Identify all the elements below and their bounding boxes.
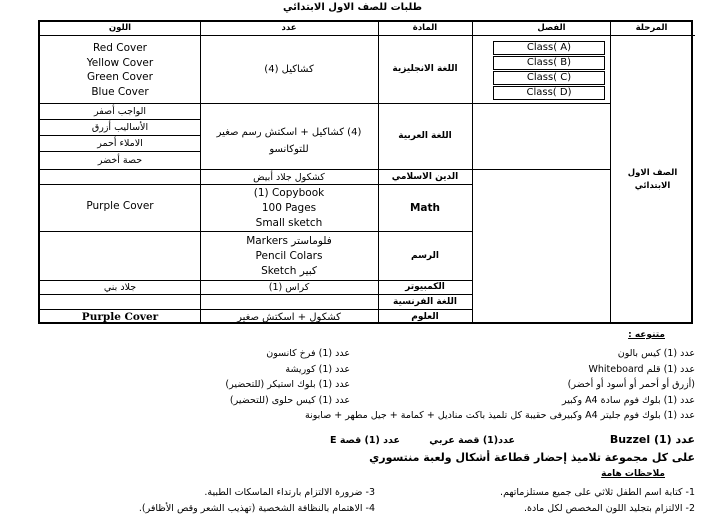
color-item: Green Cover (87, 71, 153, 83)
subject-computer: الكمبيوتر (405, 282, 445, 292)
supplies-table (38, 20, 693, 324)
page-title: طلبات للصف الاول الابتدائي (283, 2, 422, 13)
count-line: (1) Copybook (253, 186, 325, 199)
subject-science: العلوم (411, 311, 439, 322)
count-line: Markers فلوماستر (246, 234, 332, 247)
count-computer: كراس (1) (268, 282, 310, 293)
count-science: كشكول + اسكتش صغير (237, 311, 341, 323)
class-c: Class( C) (493, 71, 605, 85)
misc-heading: متنوعه : (628, 330, 665, 340)
misc-right-3: (أزرق أو أحمر أو أسود أو أخضر) (567, 379, 695, 390)
misc-right-2: عدد (1) قلم Whiteboard (588, 364, 695, 375)
color-science: Purple Cover (81, 310, 159, 323)
misc-left-2: عدد (1) كوريشة (285, 364, 350, 375)
subject-french: اللغة الفرنسية (392, 296, 458, 307)
stage-label: الصف الاول الابتدائي (627, 168, 678, 191)
color-english (40, 40, 200, 100)
color-item: Red Cover (92, 42, 148, 54)
color-arabic-3: الاملاء أحمر (97, 138, 143, 149)
class-b: Class( B) (493, 56, 605, 70)
misc-left-3: عدد (1) بلوك استيكر (للتحضير) (225, 379, 350, 390)
misc-story-en: عدد (1) قصة E (330, 435, 400, 446)
count-line: Sketch كبير (261, 264, 317, 277)
count-drawing (200, 232, 378, 280)
header-count: عدد (281, 23, 297, 33)
count-english: كشاكيل (4) (264, 64, 314, 75)
header-subject: المادة (412, 23, 438, 33)
count-line: Small sketch (255, 216, 323, 229)
color-arabic-4: حصة أخضر (97, 154, 143, 166)
note-4: 4- الاهتمام بالنظافة الشخصية (تهذيب الشعر وقص الأظافر). (138, 503, 375, 514)
note-3: 3- ضرورة الالتزام بارتداء الماسكات الطبية. (204, 487, 375, 498)
header-stage: المرحلة (635, 23, 668, 33)
subject-drawing: الرسم (411, 250, 439, 261)
color-arabic-2: الأساليب أزرق (91, 122, 149, 133)
count-math (200, 185, 378, 231)
notes-heading: ملاحظات هامة (601, 469, 665, 479)
subject-arabic: اللغة العربية (398, 131, 452, 141)
subject-english: اللغة الانجليزية (392, 64, 458, 74)
subject-math: Math (409, 201, 441, 214)
header-color: اللون (108, 23, 132, 33)
col-divider (472, 22, 473, 322)
class-a: Class( A) (493, 41, 605, 55)
subject-religion: الدين الاسلامي (391, 171, 459, 182)
count-line: Pencil Colars (255, 249, 323, 262)
header-class: الفصل (537, 23, 566, 33)
misc-story-ar: عدد(1) قصة عربي (429, 435, 515, 446)
count-line: للتوكانسو (269, 144, 309, 155)
class-d: Class( D) (493, 86, 605, 100)
count-line: 100 Pages (261, 201, 317, 214)
color-math: Purple Cover (86, 199, 154, 212)
misc-long-item: عدد (1) بلوك فوم جليتر A4 وكبيرفى حقيبة كل تلميذ باكت مناديل + كمامة + جيل مطهر + صابونة (305, 410, 695, 421)
misc-puzzle-note: على كل مجموعة تلاميذ إحضار قطاعة أشكال ولعبة منتسوري (369, 451, 695, 464)
misc-right-1: عدد (1) كيس بالون (617, 348, 695, 359)
count-arabic (200, 120, 378, 162)
color-item: Yellow Cover (86, 56, 154, 69)
misc-left-1: عدد (1) فرخ كانسون (266, 348, 350, 359)
count-religion: كشكول جلاد أبيض (253, 171, 325, 183)
color-item: Blue Cover (91, 85, 149, 98)
misc-left-4: عدد (1) كيس حلوى (للتحضير) (229, 395, 350, 406)
color-computer: جلاد بني (103, 282, 137, 293)
misc-buzzel: عدد (1) Buzzel (609, 433, 695, 446)
note-1: 1- كتابة اسم الطفل ثلاثي على جميع مستلزماتهم. (500, 487, 695, 498)
color-arabic-1: الواجب أصفر (93, 106, 147, 117)
misc-right-4: عدد (1) بلوك فوم سادة A4 وكبير (561, 395, 695, 406)
note-2: 2- الالتزام بتجليد اللون المخصص لكل مادة. (524, 503, 695, 514)
count-line: (4) كشاكيل + اسكتش رسم صغير (216, 127, 362, 138)
